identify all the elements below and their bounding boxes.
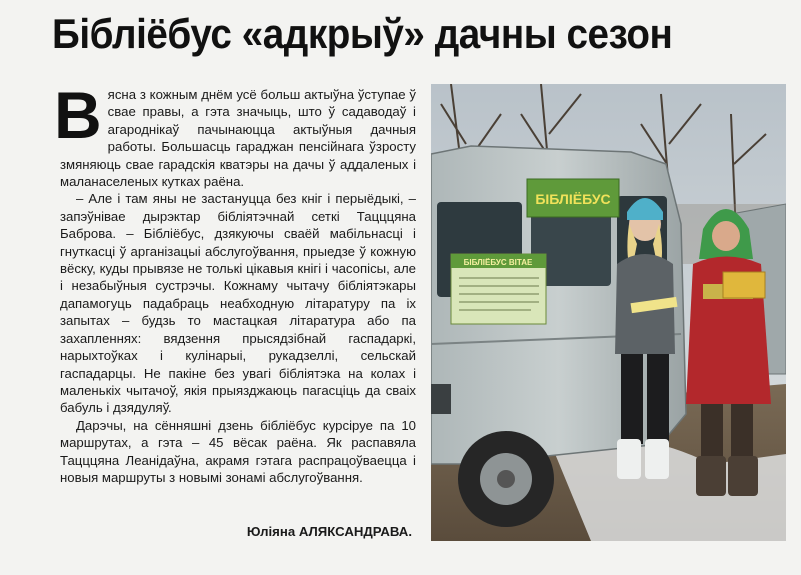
van-sign-text: БІБЛІЁБУС: [535, 191, 611, 207]
drop-cap: В: [54, 78, 102, 152]
article-paragraph-3: Дарэчы, на сённяшні дзень бібліёбус курсіруе па 10 маршрутах, а гэта – 45 вёсак раёна. Як распавяла Тацццяна Леанідаўна, акрамя гэтага распрацоўваецца і новыя маршруты з новымі зонамі абслугоўвання.: [60, 417, 416, 485]
paragraph-1-text: ясна з кожным днём усё больш актыўна ўступае ў свае правы, а гэта значыць, што ў садаводаў і агароднікаў пачынаюцца актыўныя дачныя работы. Большасць гараджан пенсійнага ўзросту змяняюць свае гарадскія кватэры на дачы ў аддаленых і маланаселеных кутках раёна.: [60, 87, 416, 190]
photo-illustration: [431, 84, 786, 541]
stack-of-magazines: [723, 272, 765, 298]
van-poster-title: БІБЛІЁБУС ВІТАЕ: [463, 258, 533, 267]
white-boot: [617, 439, 641, 479]
article-paragraph-2: – Але і там яны не застануцца без кніг і перыёдыкі, – запэўнівае дырэктар бібліятэчнай сеткі Тацццяна Баброва. – Бібліёбус, дзякуючы сваёй мабільнасці і гнуткасці ў арганізацыі абслугоўвання, прыедзе ў кожную вёску, куды прывязе не толькі цікавыя кнігі і часопісы, але і незабыўныя сустрэчы. Кожнаму чытачу бібліятэкары дапамогуць падабраць неабходную літаратуру па іх запытах – будзь то мастацкая літаратура або па захапленнях: вядзення прысядзібнай гаспадаркі, нарыхтоўках і кулінарыі, рукадзеллі, сельскай гаспадарцы. Не пакіне без увагі бібліятэка на колах і маленькіх чытачоў, якія прыязджаюць пагасціць да сваіх бабуль і дзядуляў.: [60, 191, 416, 416]
article-photo: [431, 84, 786, 541]
headline: Бібліёбус «адкрыў» дачны сезон: [52, 10, 673, 57]
article-paragraph-1: [54, 78, 416, 190]
dark-boot: [696, 456, 726, 496]
article-body: [54, 78, 416, 486]
author-byline: Юліяна АЛЯКСАНДРАВА.: [246, 524, 412, 539]
